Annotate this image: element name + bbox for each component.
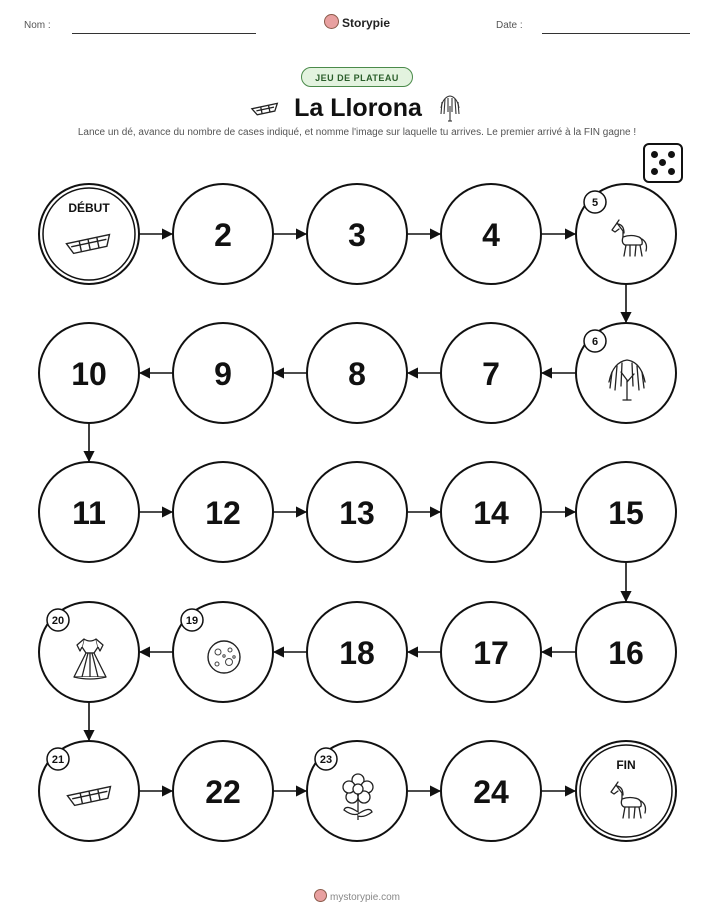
- space-number: 24: [473, 774, 509, 810]
- board-space-22[interactable]: [173, 741, 273, 841]
- board-space-2[interactable]: [173, 184, 273, 284]
- space-number-badge: 20: [51, 615, 65, 627]
- start-space[interactable]: [39, 184, 139, 284]
- space-number: 4: [482, 217, 500, 253]
- board-space-23[interactable]: [307, 741, 407, 841]
- board-space-18[interactable]: [307, 602, 407, 702]
- board-space-4[interactable]: [441, 184, 541, 284]
- board-space-6[interactable]: [576, 323, 676, 423]
- end-space[interactable]: [576, 741, 676, 841]
- board-space-12[interactable]: [173, 462, 273, 562]
- space-number: 22: [205, 774, 241, 810]
- space-number: 12: [205, 495, 241, 531]
- board-space-9[interactable]: [173, 323, 273, 423]
- space-number-badge: 19: [185, 615, 199, 627]
- board-space-24[interactable]: [441, 741, 541, 841]
- board-space-20[interactable]: [39, 602, 139, 702]
- space-number-badge: 23: [319, 754, 333, 766]
- title-text: La Llorona: [294, 94, 422, 122]
- board-space-5[interactable]: [576, 184, 676, 284]
- game-type-badge: JEU DE PLATEAU: [301, 67, 413, 87]
- space-label: DÉBUT: [68, 201, 110, 215]
- space-number-badge: 5: [591, 197, 599, 209]
- board-space-13[interactable]: [307, 462, 407, 562]
- space-number: 15: [608, 495, 644, 531]
- board-space-11[interactable]: [39, 462, 139, 562]
- space-number: 7: [482, 356, 500, 392]
- board-space-21[interactable]: [39, 741, 139, 841]
- space-number: 17: [473, 635, 509, 671]
- instructions: Lance un dé, avance du nombre de cases indiqué, et nomme l'image sur laquelle tu arrives. Le premier arrivé à la FIN gagne !: [77, 127, 637, 138]
- space-number: 13: [339, 495, 375, 531]
- board-space-14[interactable]: [441, 462, 541, 562]
- space-number: 9: [214, 356, 232, 392]
- space-number: 18: [339, 635, 375, 671]
- board-space-7[interactable]: [441, 323, 541, 423]
- space-number-badge: 21: [51, 754, 65, 766]
- name-label: Nom :: [24, 20, 51, 31]
- board-space-19[interactable]: [173, 602, 273, 702]
- board-space-17[interactable]: [441, 602, 541, 702]
- board-space-15[interactable]: [576, 462, 676, 562]
- space-number-badge: 6: [591, 336, 599, 348]
- space-number: 8: [348, 356, 366, 392]
- board-space-10[interactable]: [39, 323, 139, 423]
- footer-text: mystorypie.com: [329, 892, 400, 903]
- storypie-logo-icon: [314, 889, 327, 902]
- space-number: 3: [348, 217, 366, 253]
- board-space-16[interactable]: [576, 602, 676, 702]
- space-number: 11: [72, 495, 106, 531]
- board-space-3[interactable]: [307, 184, 407, 284]
- space-number: 14: [473, 495, 509, 531]
- space-number: 16: [608, 635, 644, 671]
- moon-icon: [208, 641, 240, 673]
- space-label: FIN: [616, 758, 636, 772]
- brand-name: Storypie: [341, 16, 390, 30]
- space-number: 10: [71, 356, 107, 392]
- space-number: 2: [214, 217, 232, 253]
- date-label: Date :: [496, 20, 523, 31]
- footer: [0, 889, 714, 903]
- board-space-8[interactable]: [307, 323, 407, 423]
